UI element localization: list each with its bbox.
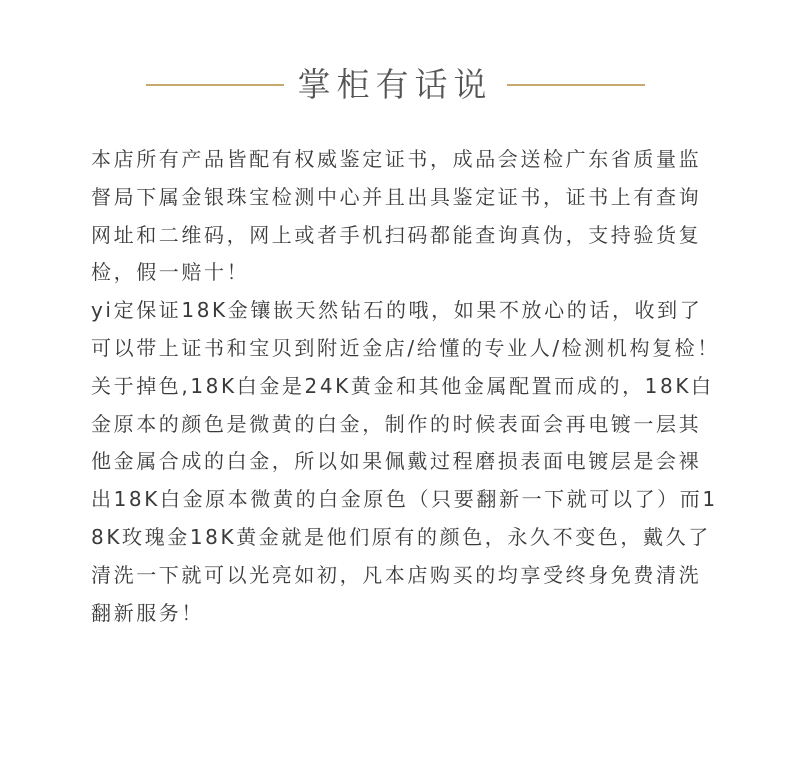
section-header xyxy=(0,62,790,108)
color-fading-paragraph: 关于掉色,18K白金是24K黄金和其他金属配置而成的，18K白金原本的颜色是微黄的白金，制作的时候表面会再电镀一层其他金属合成的白金，所以如果佩戴过程磨损表面电镀层是会裸出18K白金原本微黄的白金原色（只要翻新一下就可以了）而18K玫瑰金18K黄金就是他们原有的颜色，永久不变色，戴久了清洗一下就可以光亮如初，凡本店购买的均享受终身免费清洗翻新服务！ xyxy=(91,373,718,625)
header-right-divider xyxy=(507,84,645,86)
certificate-paragraph: 本店所有产品皆配有权威鉴定证书，成品会送检广东省质量监督局下属金银珠宝检测中心并且出具鉴定证书，证书上有查询网址和二维码，网上或者手机扫码都能查询真伪，支持验货复检，假一赔十！ xyxy=(91,147,702,285)
header-left-divider xyxy=(146,84,284,86)
section-title: 掌柜有话说 xyxy=(297,65,493,104)
shopkeeper-message xyxy=(91,141,721,632)
guarantee-paragraph: yi定保证18K金镶嵌天然钻石的哦，如果不放心的话，收到了可以带上证书和宝贝到附近金店/给懂的专业人/检测机构复检！ xyxy=(91,298,720,360)
